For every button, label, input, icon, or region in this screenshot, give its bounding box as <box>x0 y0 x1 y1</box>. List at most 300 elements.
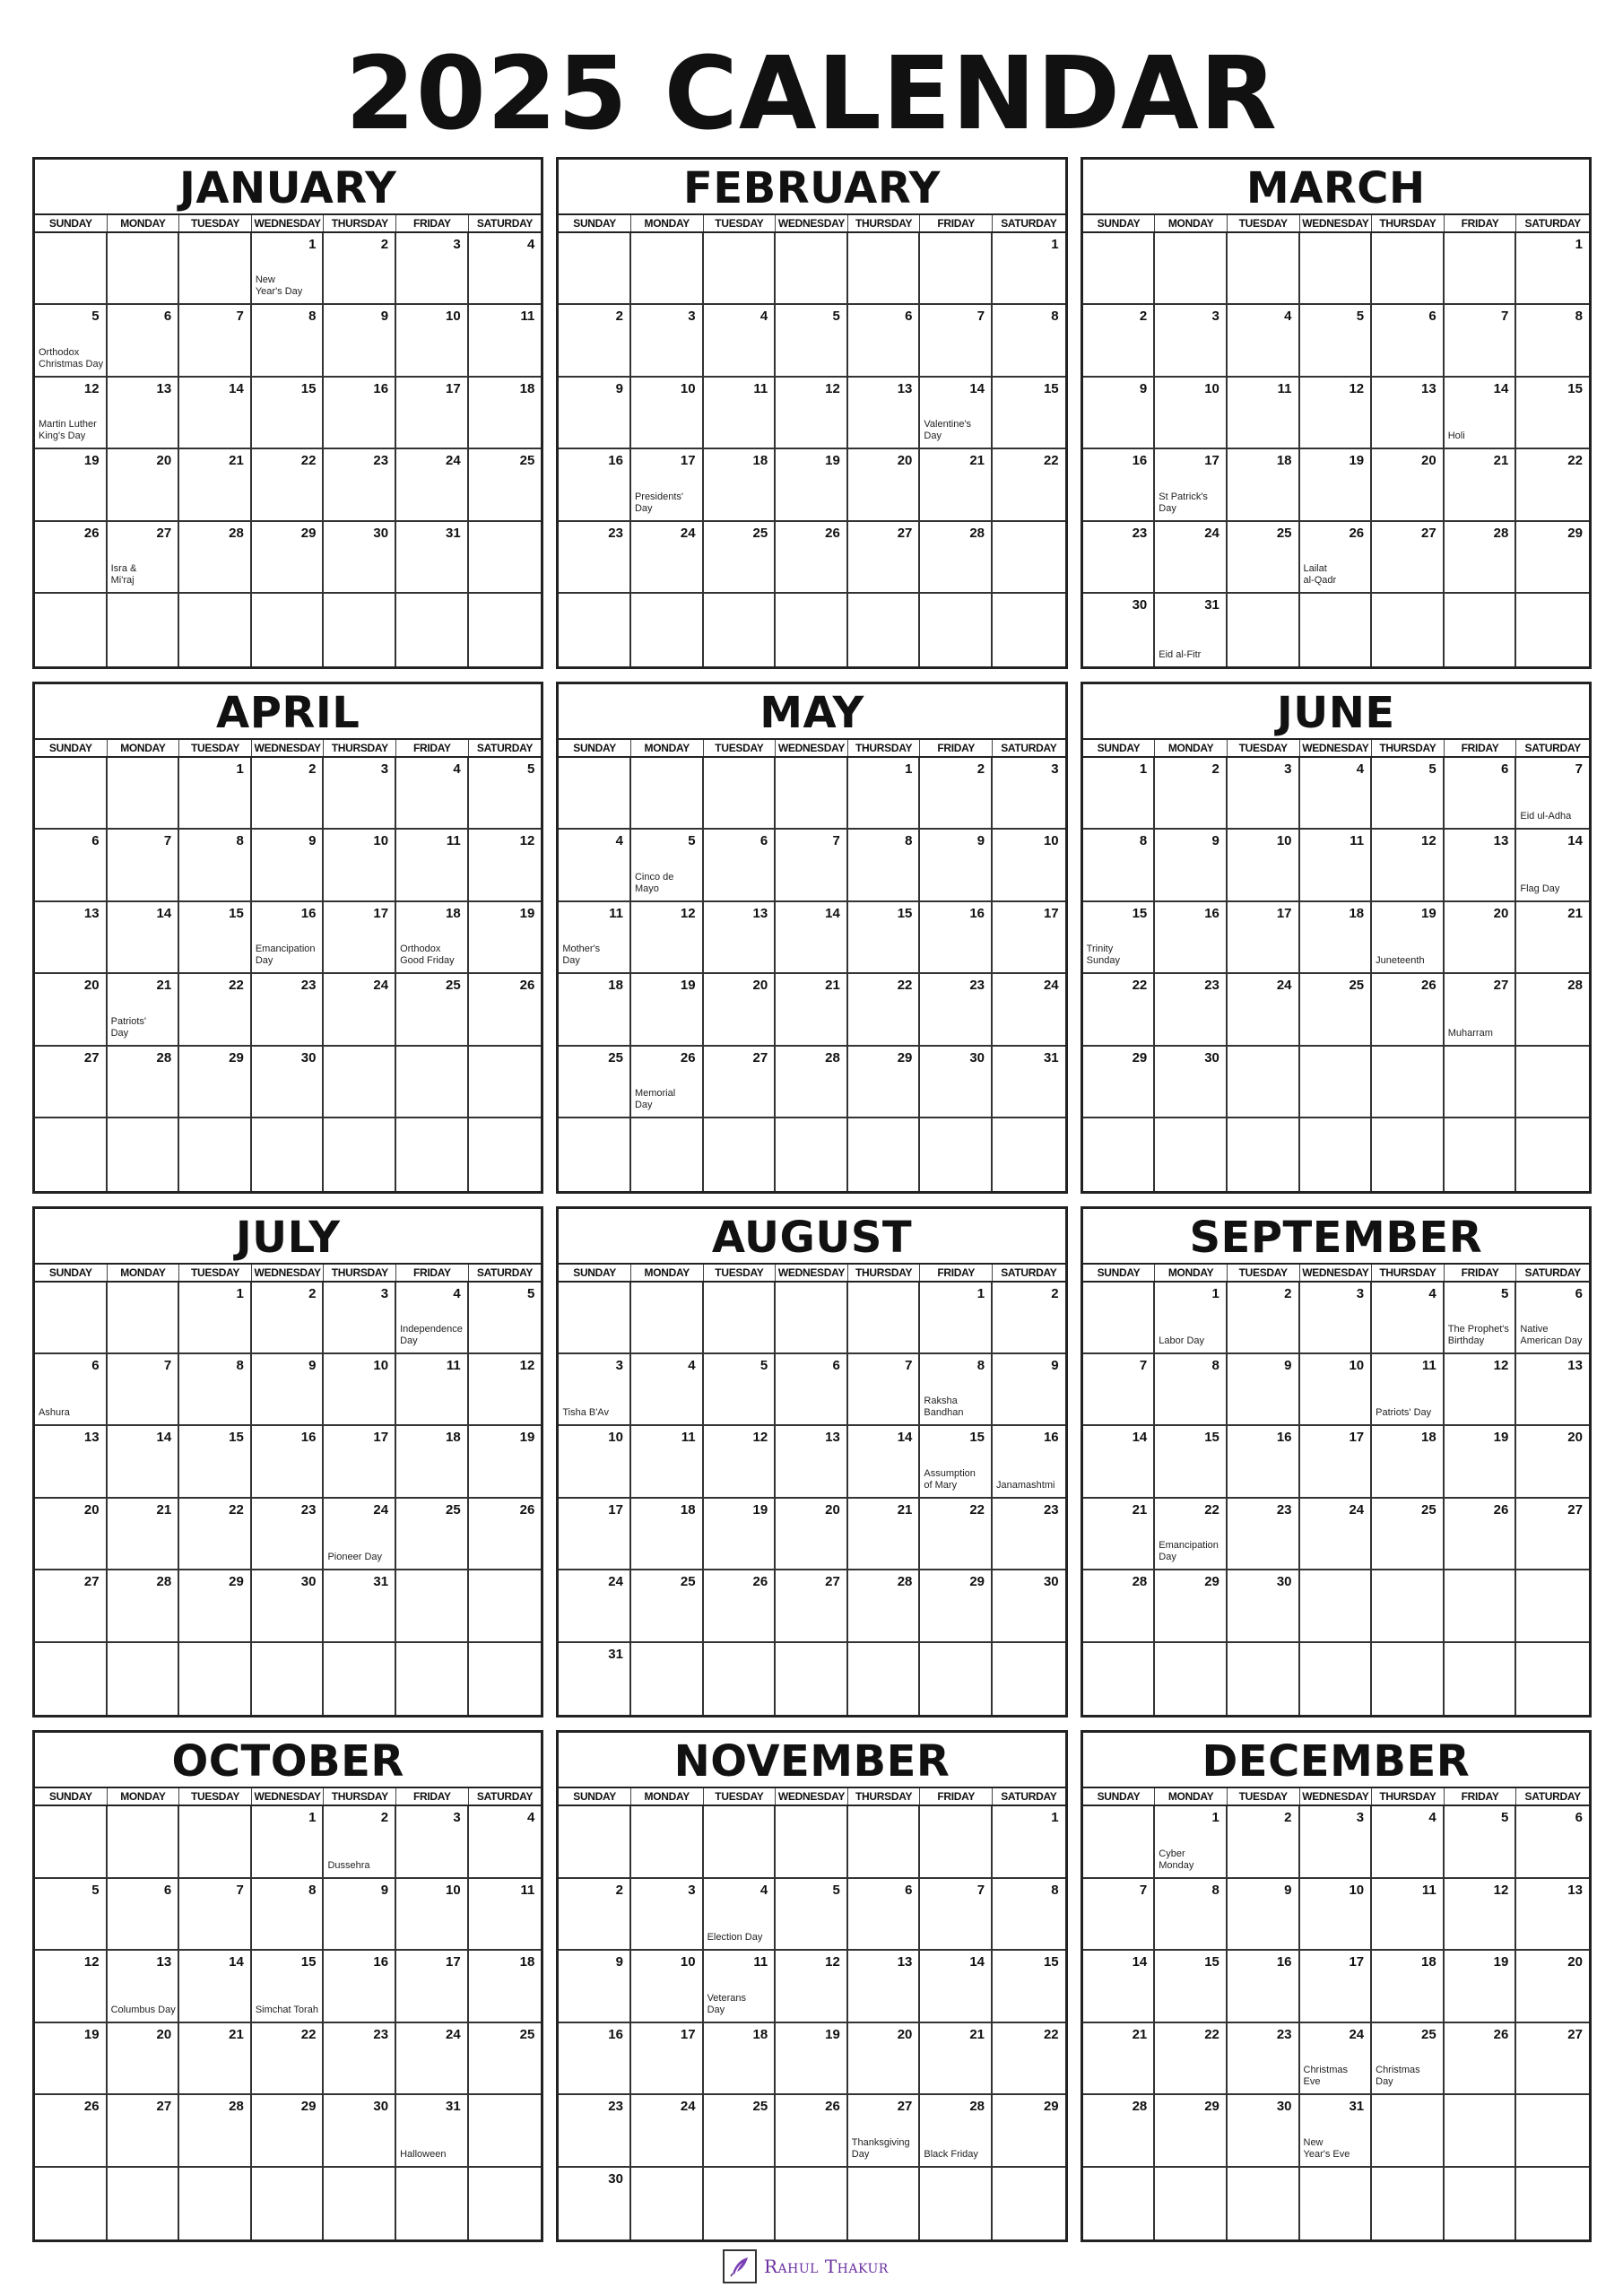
day-cell <box>631 1643 704 1715</box>
month-november <box>556 1730 1067 2242</box>
day-number: 16 <box>1204 905 1219 921</box>
day-number: 17 <box>1276 905 1292 921</box>
day-cell <box>1516 594 1589 665</box>
day-number: 17 <box>680 453 696 469</box>
day-number: 28 <box>156 1049 172 1065</box>
day-number: 31 <box>1349 2099 1365 2115</box>
month-may <box>556 682 1067 1194</box>
holiday-label: Emancipation Day <box>255 944 316 967</box>
month-name: NOVEMBER <box>673 1736 950 1787</box>
day-cell <box>920 2023 993 2095</box>
day-cell <box>1516 758 1589 830</box>
day-cell <box>704 1499 777 1570</box>
day-grid <box>35 233 541 666</box>
day-cell <box>993 1354 1065 1426</box>
day-cell <box>776 1047 848 1118</box>
day-number: 5 <box>1428 761 1436 777</box>
day-cell <box>776 1643 848 1715</box>
holiday-label: New Year's Eve <box>1303 2136 1350 2160</box>
weekday-label: SUNDAY <box>1083 740 1156 756</box>
day-cell <box>1516 974 1589 1046</box>
day-number: 8 <box>976 1357 985 1373</box>
day-cell <box>1445 1426 1517 1498</box>
holiday-label: Valentine's Day <box>924 419 972 442</box>
holiday-label: Dussehra <box>327 1859 370 1871</box>
day-cell <box>324 1643 396 1715</box>
day-cell <box>179 1118 252 1190</box>
day-number: 22 <box>969 1501 985 1518</box>
day-number: 7 <box>236 309 244 325</box>
weekday-header <box>35 213 541 233</box>
weekday-label: SATURDAY <box>1524 1790 1581 1804</box>
day-cell <box>1155 1643 1228 1715</box>
day-cell <box>848 378 921 449</box>
day-cell <box>776 2095 848 2167</box>
weekday-label: TUESDAY <box>1228 740 1300 756</box>
day-cell <box>559 1643 631 1715</box>
day-number: 26 <box>1493 1501 1509 1518</box>
day-number: 10 <box>373 1357 389 1373</box>
day-cell <box>396 758 469 830</box>
day-cell <box>1083 449 1156 521</box>
day-number: 7 <box>1139 1882 1148 1898</box>
day-number: 28 <box>156 1574 172 1590</box>
day-cell <box>631 1879 704 1951</box>
day-cell <box>993 449 1065 521</box>
day-cell <box>1445 1570 1517 1642</box>
day-cell <box>776 305 848 377</box>
day-number: 7 <box>163 833 172 849</box>
day-number: 26 <box>825 525 840 541</box>
weekday-header <box>1083 1787 1589 1806</box>
day-cell <box>324 1426 396 1498</box>
day-number: 13 <box>156 1954 172 1970</box>
day-number: 24 <box>1349 2026 1365 2042</box>
day-cell <box>252 1570 325 1642</box>
day-cell <box>1516 1118 1589 1190</box>
day-cell <box>324 233 396 305</box>
months-grid <box>32 157 1592 2242</box>
day-cell <box>179 1426 252 1498</box>
day-cell <box>469 902 542 974</box>
day-number: 17 <box>1204 453 1219 469</box>
day-cell <box>469 233 542 305</box>
day-number: 30 <box>300 1049 317 1065</box>
day-cell <box>1516 1426 1589 1498</box>
holiday-label: Christmas Eve <box>1303 2065 1349 2088</box>
day-cell <box>1300 2095 1373 2167</box>
day-cell <box>1083 2023 1156 2095</box>
day-number: 23 <box>1276 2026 1292 2042</box>
day-cell <box>179 902 252 974</box>
day-number: 18 <box>1349 905 1365 921</box>
day-cell <box>1155 522 1228 594</box>
day-cell <box>179 1879 252 1951</box>
day-cell <box>108 902 180 974</box>
day-cell <box>1155 233 1228 305</box>
day-number: 20 <box>752 978 768 994</box>
day-number: 10 <box>680 380 696 396</box>
day-number: 21 <box>969 2026 985 2042</box>
day-cell <box>704 2095 777 2167</box>
day-cell <box>848 1570 921 1642</box>
day-cell <box>1300 378 1373 449</box>
day-number: 11 <box>1277 380 1292 396</box>
day-cell <box>1228 522 1300 594</box>
day-cell <box>179 1499 252 1570</box>
day-cell <box>1083 2168 1156 2239</box>
day-number: 13 <box>1567 1882 1583 1898</box>
day-cell <box>324 902 396 974</box>
month-name: JUNE <box>1276 687 1395 738</box>
day-cell <box>469 1118 542 1190</box>
day-cell <box>1516 2168 1589 2239</box>
day-number: 4 <box>526 1810 535 1826</box>
day-cell <box>1516 522 1589 594</box>
day-cell <box>108 305 180 377</box>
day-number: 3 <box>1284 761 1292 777</box>
day-cell <box>252 830 325 901</box>
day-number: 10 <box>1276 833 1292 849</box>
day-cell <box>469 1570 542 1642</box>
day-number: 22 <box>1043 453 1059 469</box>
day-cell <box>35 449 108 521</box>
weekday-label: SUNDAY <box>1083 215 1156 231</box>
day-number: 1 <box>236 1285 244 1301</box>
day-cell <box>1155 1570 1228 1642</box>
day-cell <box>1155 1879 1228 1951</box>
day-cell <box>1445 1354 1517 1426</box>
day-cell <box>35 1047 108 1118</box>
day-cell <box>324 2168 396 2239</box>
weekday-label: SATURDAY <box>476 1265 534 1279</box>
day-cell <box>848 1118 921 1190</box>
day-number: 2 <box>1284 1810 1292 1826</box>
day-number: 8 <box>236 833 244 849</box>
day-cell <box>1228 1570 1300 1642</box>
day-number: 25 <box>446 1501 461 1518</box>
day-number: 28 <box>229 525 244 541</box>
day-number: 4 <box>615 833 623 849</box>
day-cell <box>1300 1047 1373 1118</box>
weekday-label: TUESDAY <box>704 740 777 756</box>
day-cell <box>469 1426 542 1498</box>
day-cell <box>324 2095 396 2167</box>
day-cell <box>396 1426 469 1498</box>
day-cell <box>1155 449 1228 521</box>
weekday-label: WEDNESDAY <box>252 1788 325 1805</box>
day-cell <box>848 2095 921 2167</box>
day-cell <box>252 2168 325 2239</box>
day-cell <box>1083 1879 1156 1951</box>
day-cell <box>252 1354 325 1426</box>
day-cell <box>1228 1283 1300 1354</box>
day-cell <box>704 758 777 830</box>
day-cell <box>1300 830 1373 901</box>
weekday-label: THURSDAY <box>324 1788 396 1805</box>
day-number: 6 <box>1575 1810 1583 1826</box>
day-cell <box>1445 233 1517 305</box>
day-cell <box>848 449 921 521</box>
brand-name: Rahul Thakur <box>764 2256 889 2277</box>
page-title: 2025 CALENDAR <box>344 36 1279 152</box>
day-number: 2 <box>308 761 317 777</box>
day-number: 15 <box>229 905 244 921</box>
day-cell <box>1228 305 1300 377</box>
day-cell <box>108 1643 180 1715</box>
day-number: 9 <box>1139 380 1148 396</box>
weekday-label: SATURDAY <box>1001 1265 1057 1279</box>
day-cell <box>396 1570 469 1642</box>
day-cell <box>396 378 469 449</box>
weekday-label: FRIDAY <box>1445 1265 1517 1281</box>
day-cell <box>35 1643 108 1715</box>
day-cell <box>848 233 921 305</box>
day-number: 18 <box>680 1501 696 1518</box>
weekday-label: TUESDAY <box>704 1788 777 1805</box>
day-number: 14 <box>897 1430 913 1446</box>
day-cell <box>396 1879 469 1951</box>
month-name: APRIL <box>216 687 360 738</box>
day-cell <box>35 594 108 665</box>
day-number: 18 <box>519 380 535 396</box>
holiday-label: Independence Day <box>400 1323 463 1346</box>
day-number: 18 <box>1276 453 1292 469</box>
day-cell <box>1083 233 1156 305</box>
day-number: 28 <box>1132 1574 1148 1590</box>
day-number: 9 <box>380 1882 389 1898</box>
day-number: 27 <box>1493 978 1509 994</box>
month-name: FEBRUARY <box>683 163 941 213</box>
day-cell <box>179 1354 252 1426</box>
day-cell <box>1228 1118 1300 1190</box>
day-cell <box>1516 1570 1589 1642</box>
day-cell <box>1083 902 1156 974</box>
day-cell <box>35 233 108 305</box>
day-cell <box>1445 1643 1517 1715</box>
holiday-label: The Prophet's Birthday <box>1447 1323 1509 1346</box>
holiday-label: Columbus Day <box>110 2004 176 2015</box>
day-number: 3 <box>615 1357 623 1373</box>
day-number: 3 <box>453 237 461 252</box>
feather-quill-icon <box>723 2249 757 2283</box>
day-number: 6 <box>905 309 913 325</box>
day-cell <box>252 1879 325 1951</box>
day-cell <box>1516 1283 1589 1354</box>
day-number: 30 <box>1132 597 1148 613</box>
day-cell <box>559 2168 631 2239</box>
day-number: 6 <box>91 1357 100 1373</box>
day-cell <box>1445 974 1517 1046</box>
day-cell <box>1228 1499 1300 1570</box>
holiday-label: Lailat al-Qadr <box>1303 563 1337 587</box>
day-number: 10 <box>608 1430 623 1446</box>
day-cell <box>324 594 396 665</box>
weekday-label: THURSDAY <box>324 740 396 756</box>
day-cell <box>1228 1951 1300 2022</box>
day-number: 2 <box>380 237 389 252</box>
weekday-label: FRIDAY <box>396 1265 469 1281</box>
day-cell <box>993 1643 1065 1715</box>
day-number: 1 <box>236 761 244 777</box>
holiday-label: Eid ul-Adha <box>1520 811 1572 822</box>
day-number: 21 <box>229 453 244 469</box>
day-cell <box>920 1879 993 1951</box>
day-cell <box>324 1879 396 1951</box>
day-cell <box>179 305 252 377</box>
weekday-label: FRIDAY <box>1445 215 1517 231</box>
day-cell <box>993 758 1065 830</box>
day-number: 19 <box>519 905 535 921</box>
day-number: 25 <box>519 2026 535 2042</box>
day-cell <box>396 974 469 1046</box>
day-cell <box>776 1354 848 1426</box>
day-cell <box>108 1499 180 1570</box>
day-cell <box>1516 1499 1589 1570</box>
day-number: 23 <box>1204 978 1219 994</box>
day-cell <box>469 522 542 594</box>
day-cell <box>1228 1047 1300 1118</box>
month-name: SEPTEMBER <box>1189 1212 1483 1263</box>
day-cell <box>1372 1806 1445 1878</box>
day-number: 6 <box>759 833 768 849</box>
day-cell <box>1445 2095 1517 2167</box>
day-number: 21 <box>1132 2026 1148 2042</box>
day-number: 18 <box>608 978 623 994</box>
day-grid <box>35 1806 541 2239</box>
day-number: 26 <box>1493 2026 1509 2042</box>
day-cell <box>108 1570 180 1642</box>
day-cell <box>1300 758 1373 830</box>
day-number: 17 <box>1349 1430 1365 1446</box>
weekday-label: TUESDAY <box>179 1788 252 1805</box>
day-number: 25 <box>608 1049 623 1065</box>
day-cell <box>993 1283 1065 1354</box>
day-number: 30 <box>969 1049 985 1065</box>
day-number: 20 <box>83 978 100 994</box>
day-cell <box>469 758 542 830</box>
day-number: 15 <box>300 1954 317 1970</box>
day-number: 5 <box>759 1357 768 1373</box>
day-cell <box>1083 1354 1156 1426</box>
day-cell <box>108 2168 180 2239</box>
day-number: 29 <box>1043 2099 1059 2115</box>
day-cell <box>1516 830 1589 901</box>
weekday-header <box>35 1787 541 1806</box>
day-number: 29 <box>969 1574 985 1590</box>
day-number: 7 <box>1575 761 1583 777</box>
day-number: 26 <box>752 1574 768 1590</box>
weekday-label: SATURDAY <box>1524 217 1581 230</box>
day-number: 4 <box>1284 309 1292 325</box>
day-cell <box>469 2023 542 2095</box>
day-cell <box>252 902 325 974</box>
day-cell <box>1300 1426 1373 1498</box>
day-number: 7 <box>832 833 840 849</box>
day-number: 11 <box>520 309 535 325</box>
day-cell <box>1228 594 1300 665</box>
day-cell <box>396 830 469 901</box>
day-cell <box>1372 974 1445 1046</box>
day-cell <box>324 830 396 901</box>
weekday-header <box>35 738 541 758</box>
day-number: 4 <box>759 309 768 325</box>
weekday-label: MONDAY <box>108 1265 180 1281</box>
day-cell <box>993 974 1065 1046</box>
day-cell <box>631 902 704 974</box>
day-cell <box>631 522 704 594</box>
day-cell <box>920 305 993 377</box>
day-number: 27 <box>897 2099 913 2115</box>
day-number: 3 <box>380 761 389 777</box>
day-number: 14 <box>825 905 840 921</box>
weekday-label: MONDAY <box>631 1788 704 1805</box>
day-cell <box>469 1499 542 1570</box>
day-cell <box>1516 233 1589 305</box>
day-cell <box>324 1951 396 2022</box>
day-cell <box>631 449 704 521</box>
day-cell <box>559 233 631 305</box>
day-number: 28 <box>969 2099 985 2115</box>
day-number: 19 <box>680 978 696 994</box>
day-number: 23 <box>608 525 623 541</box>
day-number: 16 <box>969 905 985 921</box>
weekday-label: WEDNESDAY <box>252 1265 325 1281</box>
day-cell <box>469 1643 542 1715</box>
day-number: 14 <box>156 1430 172 1446</box>
day-cell <box>704 1283 777 1354</box>
day-cell <box>1155 2095 1228 2167</box>
weekday-label: MONDAY <box>108 1788 180 1805</box>
day-grid <box>1083 758 1589 1191</box>
weekday-label: MONDAY <box>1155 215 1228 231</box>
day-cell <box>704 594 777 665</box>
day-number: 3 <box>380 1285 389 1301</box>
day-cell <box>1155 1283 1228 1354</box>
day-number: 27 <box>897 525 913 541</box>
day-number: 18 <box>446 1430 461 1446</box>
day-cell <box>776 2023 848 2095</box>
day-number: 19 <box>519 1430 535 1446</box>
day-number: 19 <box>825 453 840 469</box>
day-number: 9 <box>615 1954 623 1970</box>
day-cell <box>993 594 1065 665</box>
day-number: 19 <box>1493 1954 1509 1970</box>
day-cell <box>1516 1806 1589 1878</box>
day-cell <box>631 1951 704 2022</box>
day-cell <box>1516 2023 1589 2095</box>
day-number: 21 <box>969 453 985 469</box>
month-september <box>1081 1206 1592 1718</box>
day-grid <box>1083 1806 1589 2239</box>
weekday-label: MONDAY <box>631 740 704 756</box>
holiday-label: Simchat Torah <box>255 2004 318 2015</box>
holiday-label: Election Day <box>707 1932 763 1944</box>
day-cell <box>1300 233 1373 305</box>
day-cell <box>396 522 469 594</box>
day-cell <box>396 1499 469 1570</box>
day-cell <box>559 1426 631 1498</box>
weekday-label: WEDNESDAY <box>1300 1788 1373 1805</box>
day-cell <box>920 1047 993 1118</box>
holiday-label: Mother's Day <box>562 944 601 967</box>
day-number: 27 <box>83 1574 100 1590</box>
day-cell <box>1372 449 1445 521</box>
day-cell <box>35 305 108 377</box>
holiday-label: St Patrick's Day <box>1159 491 1208 514</box>
day-number: 16 <box>1276 1430 1292 1446</box>
day-cell <box>920 1354 993 1426</box>
